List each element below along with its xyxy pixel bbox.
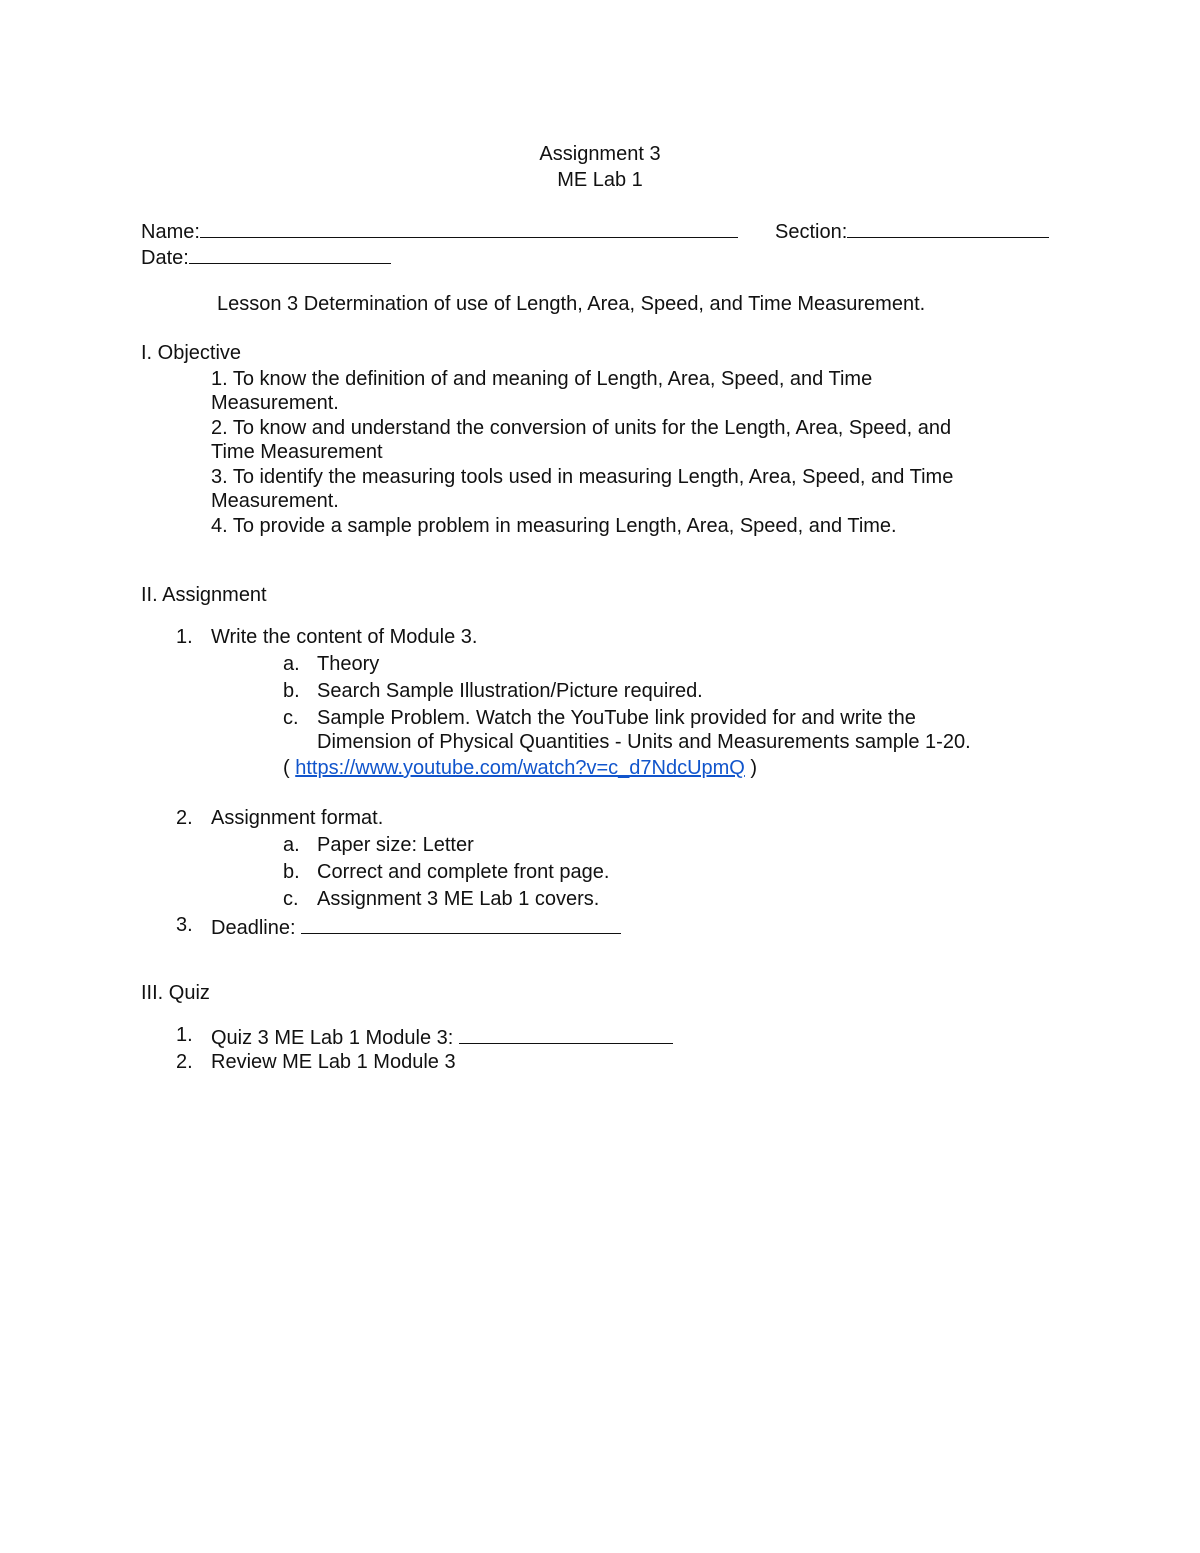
list-item: Write the content of Module 3. [211, 626, 478, 648]
list-letter: c. [283, 707, 299, 729]
name-field[interactable] [141, 217, 738, 244]
link-open-paren: ( [283, 757, 296, 779]
date-label: Date: [141, 247, 189, 269]
objective-line: Time Measurement [211, 441, 383, 463]
objective-line: 4. To provide a sample problem in measuring Length, Area, Speed, and Time. [211, 515, 897, 537]
link-close-paren: ) [744, 757, 758, 779]
document-title: Assignment 3 [539, 143, 661, 165]
list-number: 2. [176, 1051, 193, 1073]
list-subitem: Theory [317, 653, 380, 675]
deadline-blank-line [301, 913, 621, 934]
objective-line: Measurement. [211, 392, 339, 414]
list-number: 2. [176, 807, 193, 829]
list-number: 3. [176, 914, 193, 936]
objective-line: Measurement. [211, 490, 339, 512]
deadline-label: Deadline: [211, 917, 296, 939]
list-letter: a. [283, 834, 300, 856]
name-blank-line [200, 217, 738, 238]
list-letter: b. [283, 680, 300, 702]
list-subitem: Search Sample Illustration/Picture required. [317, 680, 703, 702]
objective-heading: I. Objective [141, 342, 242, 364]
name-label: Name: [141, 221, 200, 243]
quiz-item-label: Quiz 3 ME Lab 1 Module 3: [211, 1027, 454, 1049]
list-number: 1. [176, 626, 193, 648]
objective-line: 3. To identify the measuring tools used in measuring Length, Area, Speed, and Time [211, 466, 954, 488]
list-subitem: Assignment 3 ME Lab 1 covers. [317, 888, 600, 910]
section-blank-line [847, 217, 1049, 238]
youtube-link[interactable]: https://www.youtube.com/watch?v=c_d7NdcUpmQ [295, 757, 745, 779]
document-subtitle: ME Lab 1 [557, 169, 643, 191]
date-field[interactable] [141, 243, 391, 270]
list-item: Assignment format. [211, 807, 384, 829]
list-item: Review ME Lab 1 Module 3 [211, 1051, 456, 1073]
date-blank-line [189, 243, 391, 264]
objective-line: 1. To know the definition of and meaning of Length, Area, Speed, and Time [211, 368, 873, 390]
list-letter: c. [283, 888, 299, 910]
list-letter: a. [283, 653, 300, 675]
list-subitem-continuation: Dimension of Physical Quantities - Units and Measurements sample 1-20. [317, 731, 971, 753]
list-subitem: Correct and complete front page. [317, 861, 610, 883]
list-number: 1. [176, 1024, 193, 1046]
quiz-heading: III. Quiz [141, 982, 210, 1004]
section-field[interactable] [775, 217, 1049, 244]
list-subitem: Paper size: Letter [317, 834, 474, 856]
quiz-blank-line [459, 1023, 673, 1044]
deadline-field[interactable] [211, 913, 621, 940]
list-letter: b. [283, 861, 300, 883]
assignment-heading: II. Assignment [141, 584, 267, 606]
section-label: Section: [775, 221, 848, 243]
youtube-link-line [283, 756, 757, 780]
objective-line: 2. To know and understand the conversion of units for the Length, Area, Speed, and [211, 417, 952, 439]
list-subitem: Sample Problem. Watch the YouTube link provided for and write the [317, 707, 916, 729]
lesson-title: Lesson 3 Determination of use of Length, Area, Speed, and Time Measurement. [217, 293, 926, 315]
quiz-item-field[interactable] [211, 1023, 673, 1050]
